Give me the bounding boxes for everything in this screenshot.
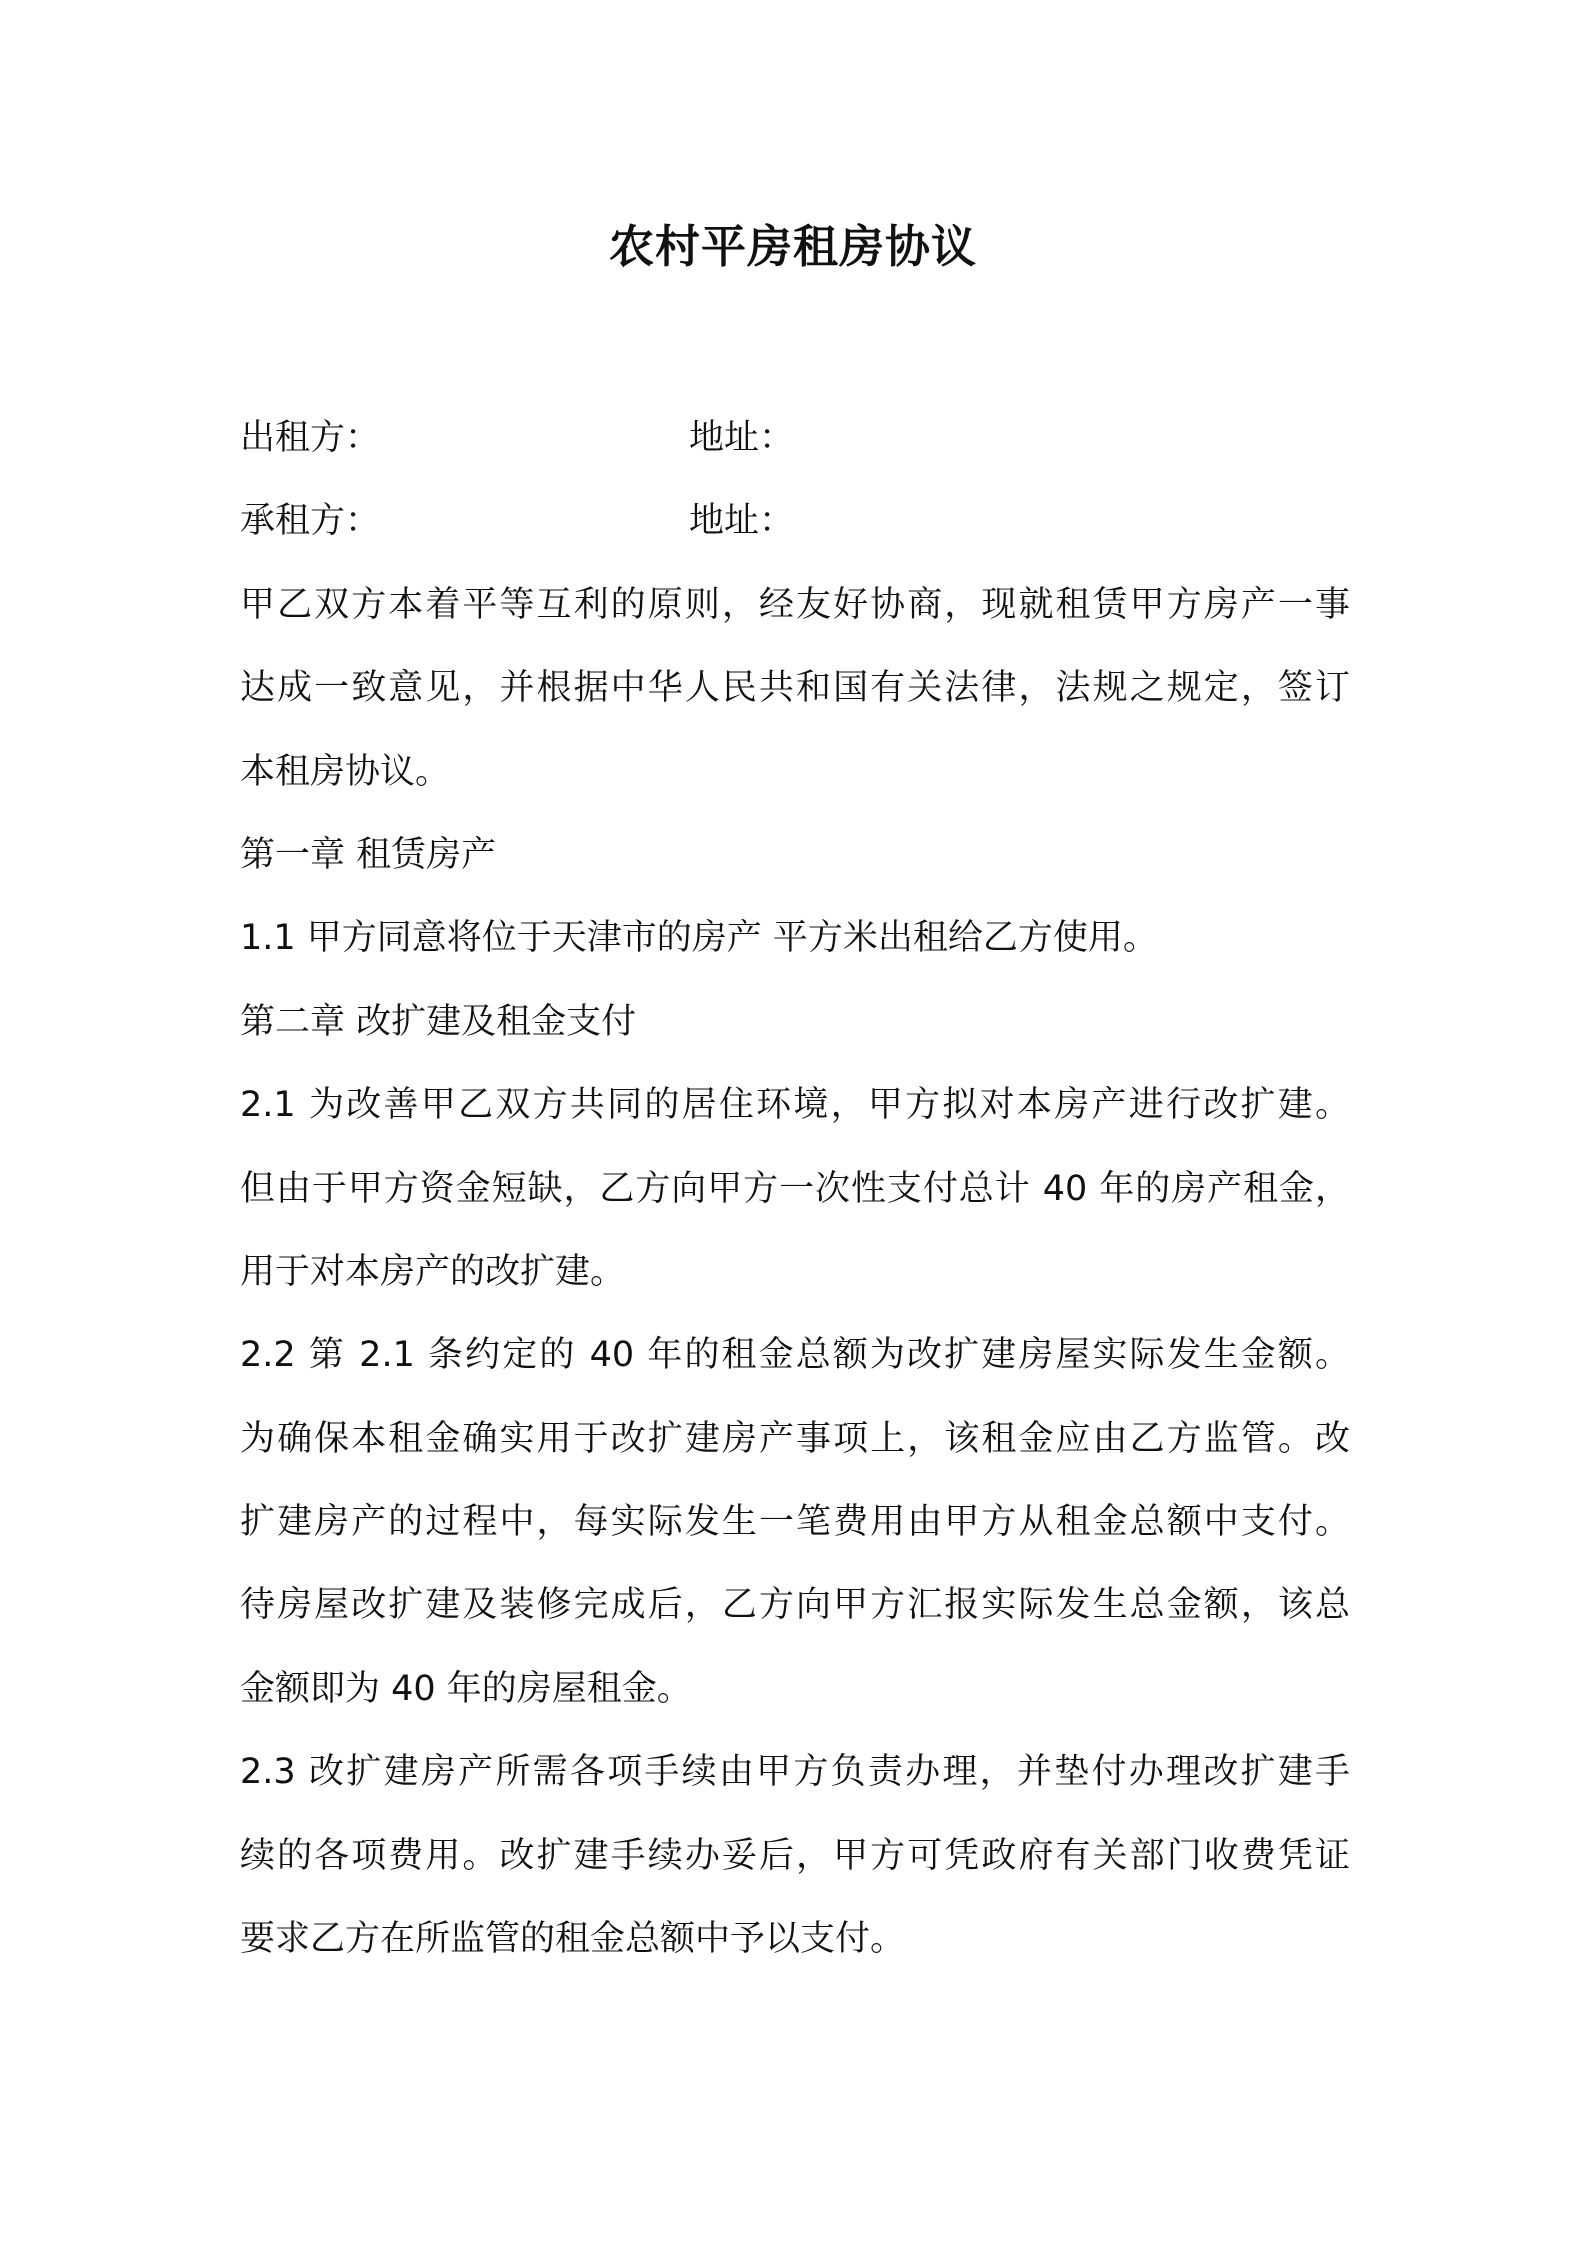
clause-line: 扩建房产的过程中，每实际发生一笔费用由甲方从租金总额中支付。 bbox=[240, 1502, 1350, 1543]
preamble-line: 达成一致意见，并根据中华人民共和国有关法律，法规之规定，签订 bbox=[240, 668, 1350, 709]
preamble-paragraph bbox=[240, 564, 1350, 814]
document-title: 农村平房租房协议 bbox=[608, 220, 977, 273]
clause-line: 待房屋改扩建及装修完成后，乙方向甲方汇报实际发生总金额，该总 bbox=[240, 1585, 1350, 1626]
clause-line: 金额即为 40 年的房屋租金。 bbox=[240, 1668, 692, 1709]
clause-line: 但由于甲方资金短缺，乙方向甲方一次性支付总计 40 年的房产租金， bbox=[240, 1168, 1350, 1209]
clause-2-3 bbox=[240, 1731, 1350, 1981]
chapter-1-heading: 第一章 租赁房产 bbox=[240, 834, 497, 875]
clause-line: 续的各项费用。改扩建手续办妥后，甲方可凭政府有关部门收费凭证 bbox=[240, 1835, 1350, 1876]
clause-line: 为确保本租金确实用于改扩建房产事项上，该租金应由乙方监管。改 bbox=[240, 1418, 1350, 1459]
clause-2-2 bbox=[240, 1314, 1350, 1731]
preamble-line: 本租房协议。 bbox=[240, 751, 451, 792]
clause-1-1: 1.1 甲方同意将位于天津市的房产 平方米出租给乙方使用。 bbox=[240, 918, 1158, 959]
clause-line: 用于对本房产的改扩建。 bbox=[240, 1251, 626, 1292]
chapter-2-heading: 第二章 改扩建及租金支付 bbox=[240, 1001, 637, 1042]
lessor-address-label: 地址： bbox=[689, 418, 795, 458]
clause-line: 2.3 改扩建房产所需各项手续由甲方负责办理，并垫付办理改扩建手 bbox=[240, 1752, 1350, 1793]
clause-line: 2.1 为改善甲乙双方共同的居住环境，甲方拟对本房产进行改扩建。 bbox=[240, 1085, 1350, 1126]
lessee-label: 承租方： bbox=[240, 501, 381, 542]
clause-line: 2.2 第 2.1 条约定的 40 年的租金总额为改扩建房屋实际发生金额。 bbox=[240, 1335, 1350, 1376]
clause-line: 要求乙方在所监管的租金总额中予以支付。 bbox=[240, 1919, 906, 1960]
lessor-row bbox=[240, 397, 1350, 480]
document-body bbox=[240, 397, 1350, 1981]
preamble-line: 甲乙双方本着平等互利的原则，经友好协商，现就租赁甲方房产一事 bbox=[240, 584, 1350, 625]
lessor-label: 出租方： bbox=[240, 418, 381, 458]
lessee-address-label: 地址： bbox=[689, 501, 795, 542]
clause-2-1 bbox=[240, 1064, 1350, 1314]
lessee-row bbox=[240, 480, 1350, 563]
